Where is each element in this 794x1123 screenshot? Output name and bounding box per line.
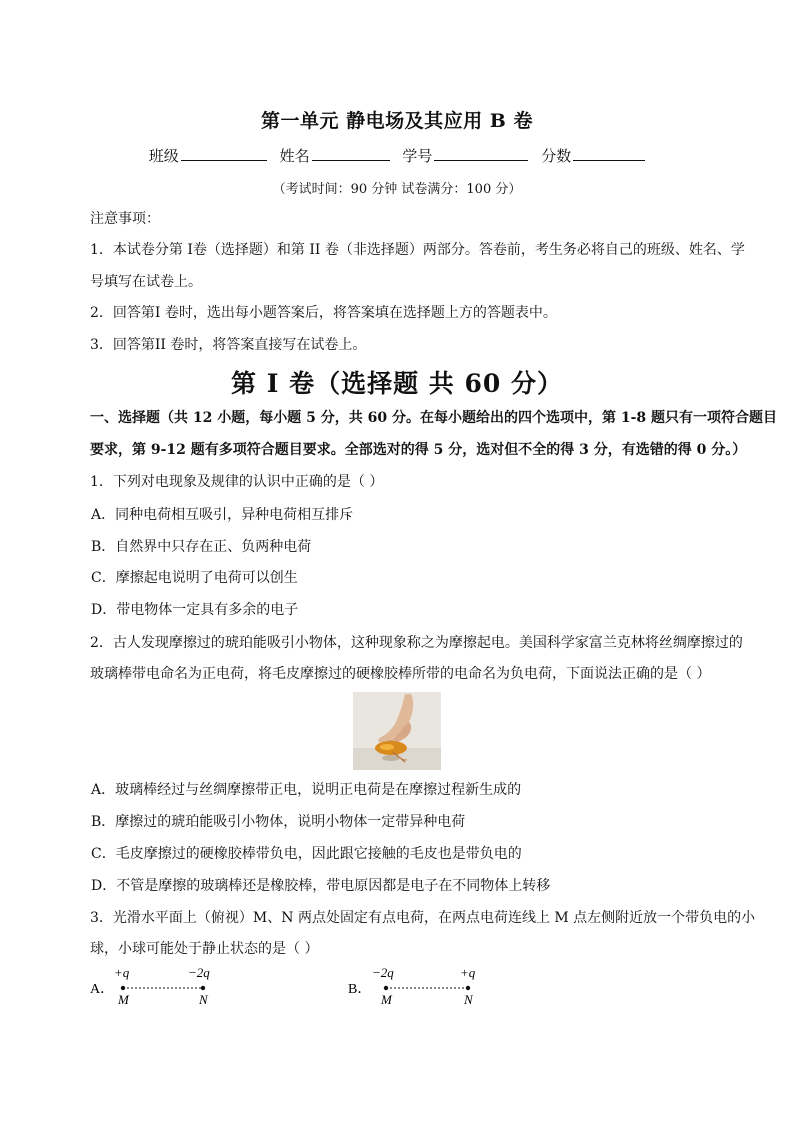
class-blank[interactable] xyxy=(181,146,267,161)
q2-option-b[interactable]: B．摩擦过的琥珀能吸引小物体，说明小物体一定带异种电荷 xyxy=(91,814,466,830)
page-title: 第一单元 静电场及其应用 B 卷 xyxy=(261,110,533,132)
q1-option-d[interactable]: D．带电物体一定具有多余的电子 xyxy=(91,602,299,618)
q3-stem-line-1: 3．光滑水平面上（俯视）M、N 两点处固定有点电荷，在两点电荷连线上 M 点左侧附近放一个带负电的小 xyxy=(90,910,756,926)
instructions-line-1: 一、选择题（共 12 小题，每小题 5 分，共 60 分。在每小题给出的四个选项中，第 1-8 题只有一项符合题目 xyxy=(90,410,777,426)
student-id-label: 学号 xyxy=(402,147,433,165)
q2-option-c[interactable]: C．毛皮摩擦过的硬橡胶棒带负电，因此跟它接触的毛皮也是带负电的 xyxy=(91,846,522,862)
q3-option-b[interactable] xyxy=(348,962,488,1012)
score-label: 分数 xyxy=(541,147,572,165)
note-3: 3．回答第II 卷时，将答案直接写在试卷上。 xyxy=(90,337,367,353)
q3-a-point-m-dot xyxy=(121,986,125,990)
exam-time-note: （考试时间：90 分钟 试卷满分：100 分） xyxy=(272,182,522,197)
student-id-field[interactable] xyxy=(402,145,528,166)
q3-a-left-charge: +q xyxy=(114,965,130,980)
q3-b-point-m: M xyxy=(381,992,392,1007)
q3-b-right-charge: +q xyxy=(460,965,476,980)
q3-stem-line-2: 球，小球可能处于静止状态的是（ ） xyxy=(90,941,319,957)
amber-hand-photo xyxy=(353,692,441,770)
q3-b-point-n: N xyxy=(464,992,473,1007)
note-1-line-1: 1．本试卷分第 I卷（选择题）和第 II 卷（非选择题）两部分。答卷前，考生务必将自己的班级、姓名、学 xyxy=(90,242,745,258)
notes-header: 注意事项： xyxy=(90,211,160,227)
q2-stem-line-1: 2．古人发现摩擦过的琥珀能吸引小物体，这种现象称之为摩擦起电。美国科学家富兰克林将丝绸摩擦过的 xyxy=(90,635,743,651)
score-blank[interactable] xyxy=(573,146,645,161)
q2-option-d[interactable]: D．不管是摩擦的玻璃棒还是橡胶棒，带电原因都是电子在不同物体上转移 xyxy=(91,878,551,894)
q2-stem-line-2: 玻璃棒带电命名为正电荷，将毛皮摩擦过的硬橡胶棒所带的电命名为负电荷，下面说法正确的是（ ） xyxy=(90,666,711,682)
q1-option-b[interactable]: B．自然界中只存在正、负两种电荷 xyxy=(91,539,312,555)
student-id-blank[interactable] xyxy=(434,146,528,161)
class-label: 班级 xyxy=(148,147,179,165)
q1-option-a[interactable]: A．同种电荷相互吸引，异种电荷相互排斥 xyxy=(91,507,354,523)
q3-a-right-charge: −2q xyxy=(188,965,210,980)
student-info-line xyxy=(0,145,794,166)
q3-a-label: A． xyxy=(90,982,115,997)
score-field[interactable] xyxy=(541,145,645,166)
q3-b-point-n-dot xyxy=(466,986,470,990)
q3-a-point-n-dot xyxy=(201,986,205,990)
section-title: 第 I 卷（选择题 共 60 分） xyxy=(230,369,563,398)
q3-option-a-diagram xyxy=(90,962,230,1008)
q1-option-c[interactable]: C．摩擦起电说明了电荷可以创生 xyxy=(91,570,298,586)
q1-stem: 1．下列对电现象及规律的认识中正确的是（ ） xyxy=(90,474,384,490)
q3-a-point-n: N xyxy=(199,992,208,1007)
class-field[interactable] xyxy=(149,145,267,166)
q2-option-a[interactable]: A．玻璃棒经过与丝绸摩擦带正电，说明正电荷是在摩擦过程新生成的 xyxy=(91,782,522,798)
q3-option-a[interactable] xyxy=(90,962,230,1012)
note-1-line-2: 号填写在试卷上。 xyxy=(90,274,202,290)
note-2: 2．回答第I 卷时，选出每小题答案后，将答案填在选择题上方的答题表中。 xyxy=(90,305,557,321)
name-label: 姓名 xyxy=(279,147,310,165)
q3-b-point-m-dot xyxy=(384,986,388,990)
name-field[interactable] xyxy=(280,145,390,166)
q3-b-left-charge: −2q xyxy=(372,965,394,980)
q3-b-label: B． xyxy=(348,982,372,997)
q3-option-b-diagram xyxy=(348,962,488,1008)
name-blank[interactable] xyxy=(312,146,390,161)
instructions-line-2: 要求，第 9-12 题有多项符合题目要求。全部选对的得 5 分，选对但不全的得 3 分，有选错的得 0 分。） xyxy=(90,442,747,458)
q3-a-point-m: M xyxy=(118,992,129,1007)
